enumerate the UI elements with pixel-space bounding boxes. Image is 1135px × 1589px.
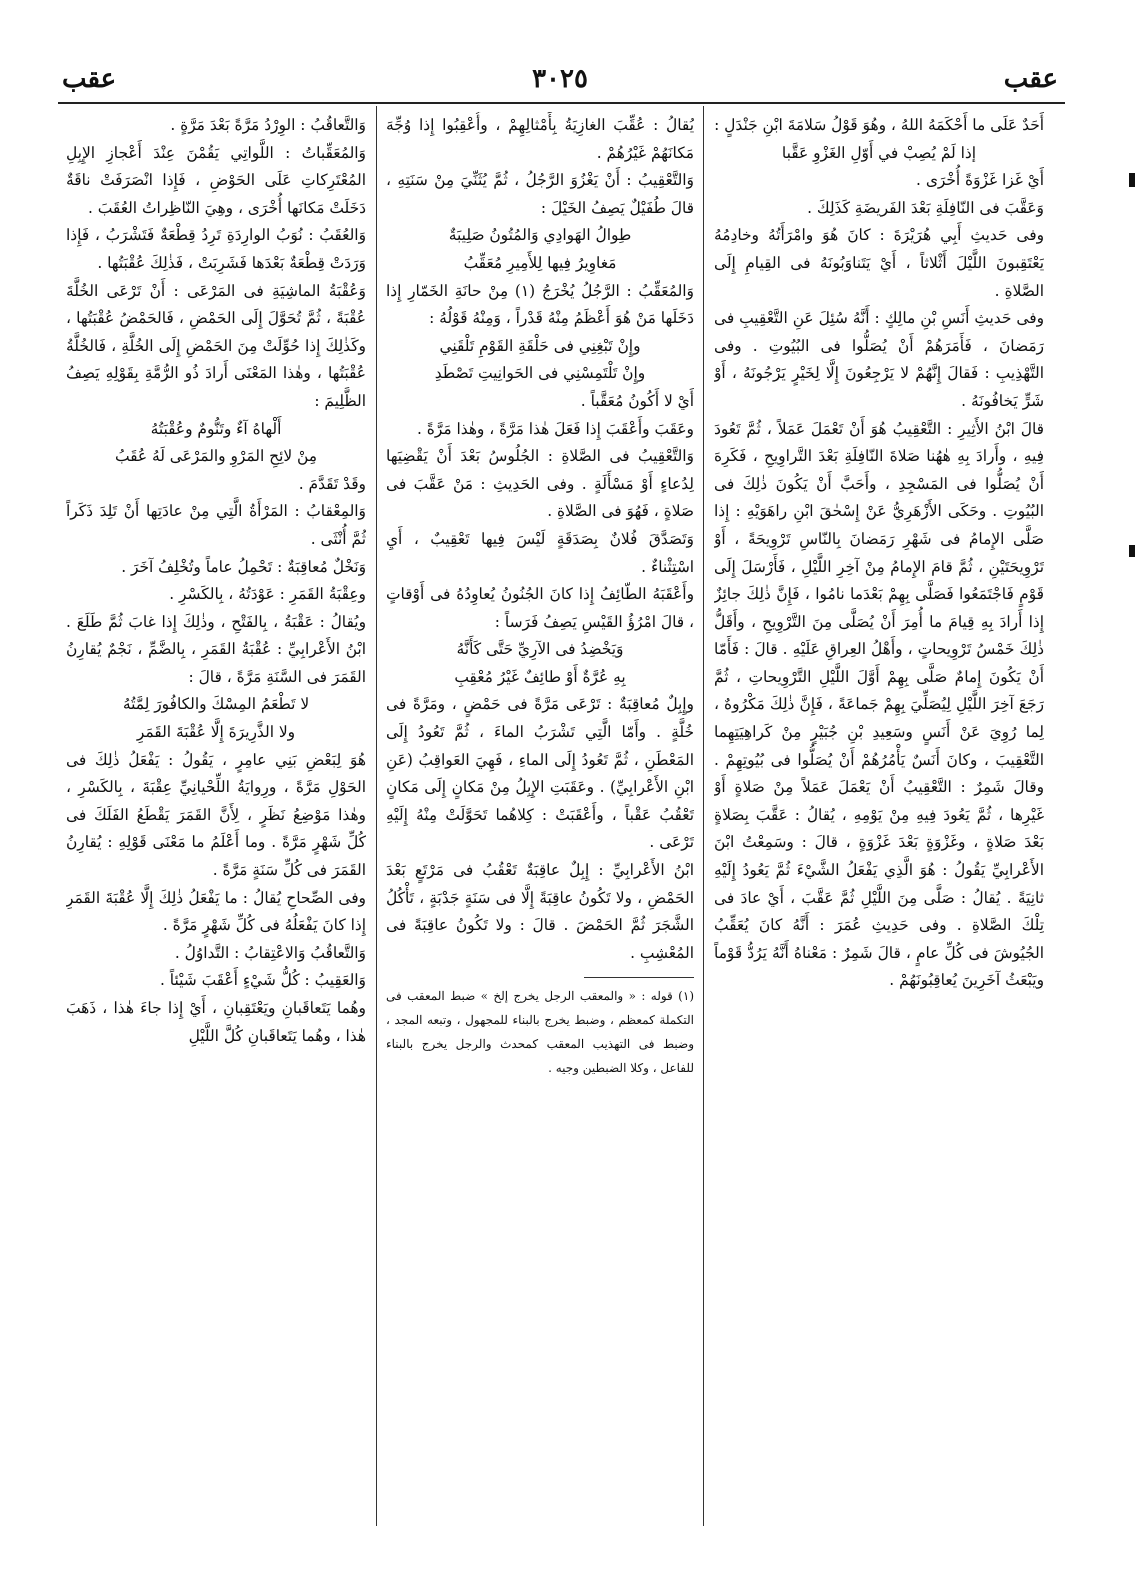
entry-paragraph: وَالعَقِيبُ : كُلُّ شَيْءٍ أَعْقَبَ شَيْئاً . <box>160 971 366 990</box>
column-middle <box>386 112 694 1507</box>
entry-paragraph: أَحَدٌ عَلَى ما أَحْكَمَهُ اللهُ ، وهُوَ قَوْلُ سَلامَةَ ابْنِ جَنْدَلٍ : <box>714 116 1044 134</box>
footnote-rule <box>584 977 694 978</box>
entry-paragraph: وَالعُقَبُ : نُوَبُ الوارِدَةِ تَرِدُ قِطْعَةٌ فَتَشْرَبُ ، فَإِذا وَرَدَتْ قِطْعَةٌ بَعْدَها فَشَرِبَتْ ، فَذٰلِكَ عُقْبَتُها . <box>66 226 366 272</box>
verse-line: وإِنْ تَبْغِنِي فى حَلْقَةِ القَوْمِ تَلْقَنِي <box>439 336 641 355</box>
verse-line: وإِنْ تَلْتَمِسْنِي فى الحَوانِيتِ تَصْطَدِ <box>434 364 646 383</box>
entry-paragraph: وأَعْقَبَهُ الطّائِفُ إِذا كانَ الجُنُونُ يُعاوِدُهُ فى أَوْقاتٍ ، قالَ امْرُؤُ القَيْسِ يَصِفُ فَرَساً : <box>386 585 694 631</box>
verse-line: وَيَخْضِدُ فى الآرِيِّ حَتَّى كَأَنَّهُ <box>456 640 624 659</box>
verse-line: أَلْهاهُ آءٌ وتَنُّومٌ وعُقْبَتُهُ <box>150 419 282 438</box>
entry-paragraph: وَالتَّعْقِيبُ : أَنْ يَغْزُوَ الرَّجُلُ ، ثُمَّ يُثَنِّيَ مِنْ سَنَتِهِ ، قالَ طُفَيْلٌ يَصِفُ الخَيْلَ : <box>386 171 694 217</box>
verse-line: ولا الذَّرِيرَةَ إِلَّا عُقْبَةَ القَمَرِ <box>136 723 296 742</box>
entry-paragraph: وَالتَّعاقُبُ وَالاعْتِقابُ : التَّداوُلُ . <box>174 943 366 962</box>
entry-paragraph: وَالتَّعاقُبُ : الوِرْدُ مَرَّةً بَعْدَ مَرَّةٍ . <box>170 116 366 134</box>
entry-paragraph: وَتَصَدَّقَ فُلانٌ بِصَدَقَةٍ لَيْسَ فِيها تَعْقِيبٌ ، أَيِ اسْتِثْناءٌ . <box>386 529 694 576</box>
column-divider-left <box>376 106 377 1526</box>
entry-paragraph: قالَ ابْنُ الأَثِيرِ : التَّعْقِيبُ هُوَ أَنْ تَعْمَلَ عَمَلاً ، ثُمَّ تَعُودَ فِيهِ ، وأَرادَ بِهِ هٰهُنا صَلاةَ النّافِلَةِ بَعْدَ التَّراوِيحِ ، فَكَرِهَ أَنْ يُصَلُّوا فى المَسْجِدِ ، وأَحَبَّ أَنْ يَكُونَ ذٰلِكَ فى البُيُوتِ . وحَكَى الأَزْهَرِيُّ عَنْ إِسْحٰقَ ابْنِ راهَوَيْهِ : إِذا صَلَّى الإِمامُ فى شَهْرِ رَمَضانَ بِالنّاسِ تَرْوِيحَةً ، أَوْ تَرْوِيحَتَيْنِ ، ثُمَّ قامَ الإِمامُ مِنْ آخِرِ اللَّيْلِ ، فَأَرْسَلَ إِلَى قَوْمٍ فَاجْتَمَعُوا فَصَلَّى بِهِمْ بَعْدَما نامُوا ، فَإِنَّ ذٰلِكَ جائِزٌ إِذا أَرادَ بِهِ قِيامَ ما أُمِرَ أَنْ يُصَلَّى مِنَ التَّرْوِيحِ ، وأَقَلُّ ذٰلِكَ خَمْسُ تَرْوِيحاتٍ ، وأَهْلُ العِراقِ عَلَيْهِ . قالَ : فَأَمّا أَنْ يَكُونَ إِمامٌ صَلَّى بِهِمْ أَوَّلَ اللَّيْلِ التَّرْوِيحاتِ ، ثُمَّ رَجَعَ آخِرَ اللَّيْلِ لِيُصَلِّيَ بِهِمْ جَماعَةً ، فَإِنَّ ذٰلِكَ مَكْرُوهٌ ، لِما رُوِيَ عَنْ أَنَسٍ وسَعِيدِ بْنِ جُبَيْرٍ مِنْ كَراهِيَتِهِما التَّعْقِيبَ ، وكانَ أَنَسٌ يَأْمُرُهُمْ أَنْ يُصَلُّوا فى بُيُوتِهِمْ . وقالَ شَمِرٌ : التَّعْقِيبُ أَنْ يَعْمَلَ عَمَلاً مِنْ صَلاةٍ أَوْ غَيْرِها ، ثُمَّ يَعُودَ فِيهِ مِنْ يَوْمِهِ ، يُقالُ : عَقَّبَ بِصَلاةٍ بَعْدَ صَلاةٍ ، وغَزْوَةٍ بَعْدَ غَزْوَةٍ ، قالَ : وسَمِعْتُ ابْنَ الأَعْرابِيِّ يَقُولُ : هُوَ الَّذِي يَفْعَلُ الشَّيْءَ ثُمَّ يَعُودُ إِلَيْهِ ثانِيَةً . يُقالُ : صَلَّى مِنَ اللَّيْلِ ثُمَّ عَقَّبَ ، أَيْ عادَ فى تِلْكَ الصَّلاةِ . وفى حَدِيثِ عُمَرَ : أَنَّهُ كانَ يُعَقِّبُ الجُيُوشَ فى كُلِّ عامٍ ، قالَ شَمِرٌ : مَعْناهُ أَنَّهُ يَرُدُّ قَوْماً ويَبْعَثُ آخَرِينَ يُعاقِبُونَهُمْ . <box>714 419 1044 990</box>
verse-line: لا تَطْعَمُ المِسْكَ والكافُورَ لِمَّتُهُ <box>122 695 310 714</box>
entry-paragraph: وهُما يَتَعاقَبانِ ويَعْتَقِبانِ ، أَيْ إِذا جاءَ هٰذا ، ذَهَبَ هٰذا ، وهُما يَتَعاقَبانِ كُلَّ اللَّيْلِ <box>66 999 366 1045</box>
header-root-word-right: عقب <box>1003 64 1058 94</box>
entry-paragraph: أَيْ غَزا غَزْوَةً أُخْرَى . <box>916 171 1044 190</box>
header-rule <box>58 102 1065 104</box>
header-root-word-left: عقب <box>62 64 117 94</box>
verse-line: مِنْ لائِحِ المَرْوِ والمَرْعَى لَهُ عُقَبُ <box>114 447 318 466</box>
entry-paragraph: ابْنُ الأَعْرابِيِّ : إِبِلٌ عاقِبَةٌ تَعْقُبُ فى مَرْتَعٍ بَعْدَ الحَمْضِ ، ولا تَكُونُ عاقِبَةً إِلَّا فى سَنَةٍ جَدْبَةٍ ، تَأْكُلُ الشَّجَرَ ثُمَّ الحَمْضَ . قالَ : ولا تَكُونُ عاقِبَةً فى المُعْشِبِ . <box>386 861 694 962</box>
margin-mark <box>1129 173 1135 187</box>
entry-paragraph: وفى حَديثِ أَبِي هُرَيْرَةَ : كانَ هُوَ وامْرَأَتُهُ وخادِمُهُ يَعْتَقِبونَ اللَّيْلَ أَثْلاثاً ، أَيْ يَتَناوَبُونَهُ فى القِيامِ إِلَى الصَّلاةِ . <box>714 226 1044 300</box>
verse-line: مَغاوِيرُ فِيها لِلأَمِيرِ مُعَقِّبُ <box>463 253 617 272</box>
verse-line: بِهِ عُرَّةٌ أَوْ طائِفٌ غَيْرُ مُعْقِبِ <box>454 667 626 686</box>
verse-line: إذا لَمْ يُصِبْ في أَوّلِ الغَزْوِ عَقَّبا <box>781 143 977 162</box>
verse-line: طِوالُ الهَوادِي وَالمُتُونُ صَلِيبَةٌ <box>448 226 632 245</box>
entry-paragraph: وعِقْبَةُ القَمَرِ : عَوْدَتُهُ ، بِالكَسْرِ . <box>169 585 366 604</box>
column-right <box>714 112 1044 1507</box>
entry-paragraph: وعَقَبَ وأَعْقَبَ إِذا فَعَلَ هٰذا مَرَّةً ، وهٰذا مَرَّةً . <box>416 419 694 438</box>
entry-paragraph: وَعَقَّبَ فى النّافِلَةِ بَعْدَ الفَريضَةِ كَذَلِكَ . <box>807 198 1044 217</box>
entry-paragraph: وَالمُعَقِّبُ : الرَّجُلُ يُخْرَجُ (١) مِنْ حانَةِ الخَمّارِ إِذا دَخَلَها مَنْ هُوَ أَعْظَمُ مِنْهُ قَدْراً ، وَمِنْهُ قَوْلُهُ : <box>386 281 694 328</box>
entry-paragraph: وَنَخْلٌ مُعاقِبَةٌ : تَحْمِلُ عاماً وتُخْلِفُ آخَرَ . <box>121 557 366 576</box>
entry-paragraph: وفى حَديثِ أَنَسِ بْنِ مالِكٍ : أَنَّهُ سُئِلَ عَنِ التَّعْقِيبِ فى رَمَضانَ ، فَأَمَرَهُمْ أَنْ يُصَلُّوا فى البُيُوتِ . وفى التَّهْذِيبِ : فَقالَ إِنَّهُمْ لا يَرْجِعُونَ إِلَّا لِخَيْرٍ يَرْجُونَهُ ، أَوْ شَرٍّ يَخافُونَهُ . <box>714 309 1044 410</box>
entry-paragraph: وقَدْ تَقَدَّمَ . <box>298 474 366 493</box>
entry-paragraph: وَالتَّعْقِيبُ فى الصَّلاةِ : الجُلُوسُ بَعْدَ أَنْ يَقْضِيَها لِدُعاءٍ أَوْ مَسْأَلَةٍ . وفى الحَدِيثِ : مَنْ عَقَّبَ فى صَلاةٍ ، فَهُوَ فى الصَّلاةِ . <box>386 447 694 521</box>
entry-paragraph: ويُقالُ : عَقْبَةُ ، بِالفَتْحِ ، وذٰلِكَ إِذا غابَ ثُمَّ طَلَعَ . ابْنُ الأَعْرابِيِّ : عُقْبَةُ القَمَرِ ، بِالضَّمِّ ، نَجْمٌ يُقارِنُ القَمَرَ فى السَّنَةِ مَرَّةً ، قالَ : <box>66 612 366 686</box>
column-divider-right <box>703 106 704 1526</box>
page-number: ٣٠٢٥ <box>532 64 588 94</box>
page-header <box>40 60 1080 100</box>
entry-paragraph: وَالمِعْقابُ : المَرْأَةُ الَّتِي مِنْ عادَتِها أَنْ تَلِدَ ذَكَراً ثُمَّ أُنْثَى . <box>66 502 366 548</box>
entry-paragraph: وَالمُعَقِّباتُ : اللَّواتِي يَقُمْنَ عِنْدَ أَعْجازِ الإِبِلِ المُعْتَرِكاتِ عَلَى الحَوْضِ ، فَإِذا انْصَرَفَتْ ناقَةٌ دَخَلَتْ مَكانَها أُخْرَى ، وهِيَ النّاظِراتُ العُقَبَ . <box>66 143 366 217</box>
entry-paragraph: وإِبِلٌ مُعاقِبَةٌ : تَرْعَى مَرَّةً فى حَمْضٍ ، ومَرَّةً فى خُلَّةٍ . وأَمّا الَّتِي تَشْرَبُ الماءَ ، ثُمَّ تَعُودُ إِلَى المَعْطَنِ ، ثُمَّ تَعُودُ إِلَى الماءِ ، فَهِيَ العَواقِبُ (عَنِ ابْنِ الأَعْرابِيِّ) . وعَقَبَتِ الإِبِلُ مِنْ مَكانٍ إِلَى مَكانٍ تَعْقُبُ عَقْباً ، وأَعْقَبَتْ : كِلاهُما تَحَوَّلَتْ مِنْهُ إِلَيْهِ تَرْعَى . <box>386 695 694 852</box>
entry-paragraph: وَعُقْبَةُ الماشِيَةِ فى المَرْعَى : أَنْ تَرْعَى الخُلَّةَ عُقْبَةً ، ثُمَّ تُحَوَّلَ إِلَى الحَمْضِ ، فَالحَمْضُ عُقْبَتُها ، وكَذٰلِكَ إِذا حُوِّلَتْ مِنَ الحَمْضِ إِلَى الخُلَّةِ ، فَالخُلَّةُ عُقْبَتُها ، وهٰذا المَعْنَى أَرادَ ذُو الرُّمَّةِ بِقَوْلِهِ يَصِفُ الظَّلِيمَ : <box>66 281 366 410</box>
footnote: (١) قوله : « والمعقب الرجل يخرج إلخ » ضبط المعقب فى التكملة كمعظم ، وضبط يخرج بالبناء للمجهول ، وتبعه المجد ، وضبط فى التهذيب المعقب كمحدث والرجل يخرج بالبناء للفاعل ، وكلا الضبطين وجيه . <box>386 989 694 1076</box>
column-left <box>66 112 366 1507</box>
margin-mark <box>1129 545 1135 557</box>
entry-paragraph: يُقالُ : عُقِّبَ الغازِيَةُ بِأَمْثالِهِمْ ، وأُعْقِبُوا إِذا وُجِّهَ مَكانَهُمْ غَيْرُهُمْ . <box>386 116 694 162</box>
entry-paragraph: هُوَ لِبَعْضِ بَنِي عامِرٍ ، يَقُولُ : يَفْعَلُ ذٰلِكَ فى الحَوْلِ مَرَّةً ، ورِوايَةُ اللِّحْيانِيِّ عِقْبَةَ ، بِالكَسْرِ ، وهٰذا مَوْضِعُ نَظَرٍ ، لِأَنَّ القَمَرَ يَقْطَعُ الفَلَكَ فى كُلِّ شَهْرٍ مَرَّةً . وما أَعْلَمُ ما مَعْنَى قَوْلِهِ : يُقارِنُ القَمَرَ فى كُلِّ سَنَةٍ مَرَّةً . <box>66 750 366 880</box>
entry-paragraph: وفى الصِّحاحِ يُقالُ : ما يَفْعَلُ ذٰلِكَ إِلَّا عُقْبَةَ القَمَرِ إِذا كانَ يَفْعَلُهُ فى كُلِّ شَهْرٍ مَرَّةً . <box>66 888 366 935</box>
entry-paragraph: أَيْ لا أَكُونُ مُعَقَّباً . <box>580 391 694 410</box>
